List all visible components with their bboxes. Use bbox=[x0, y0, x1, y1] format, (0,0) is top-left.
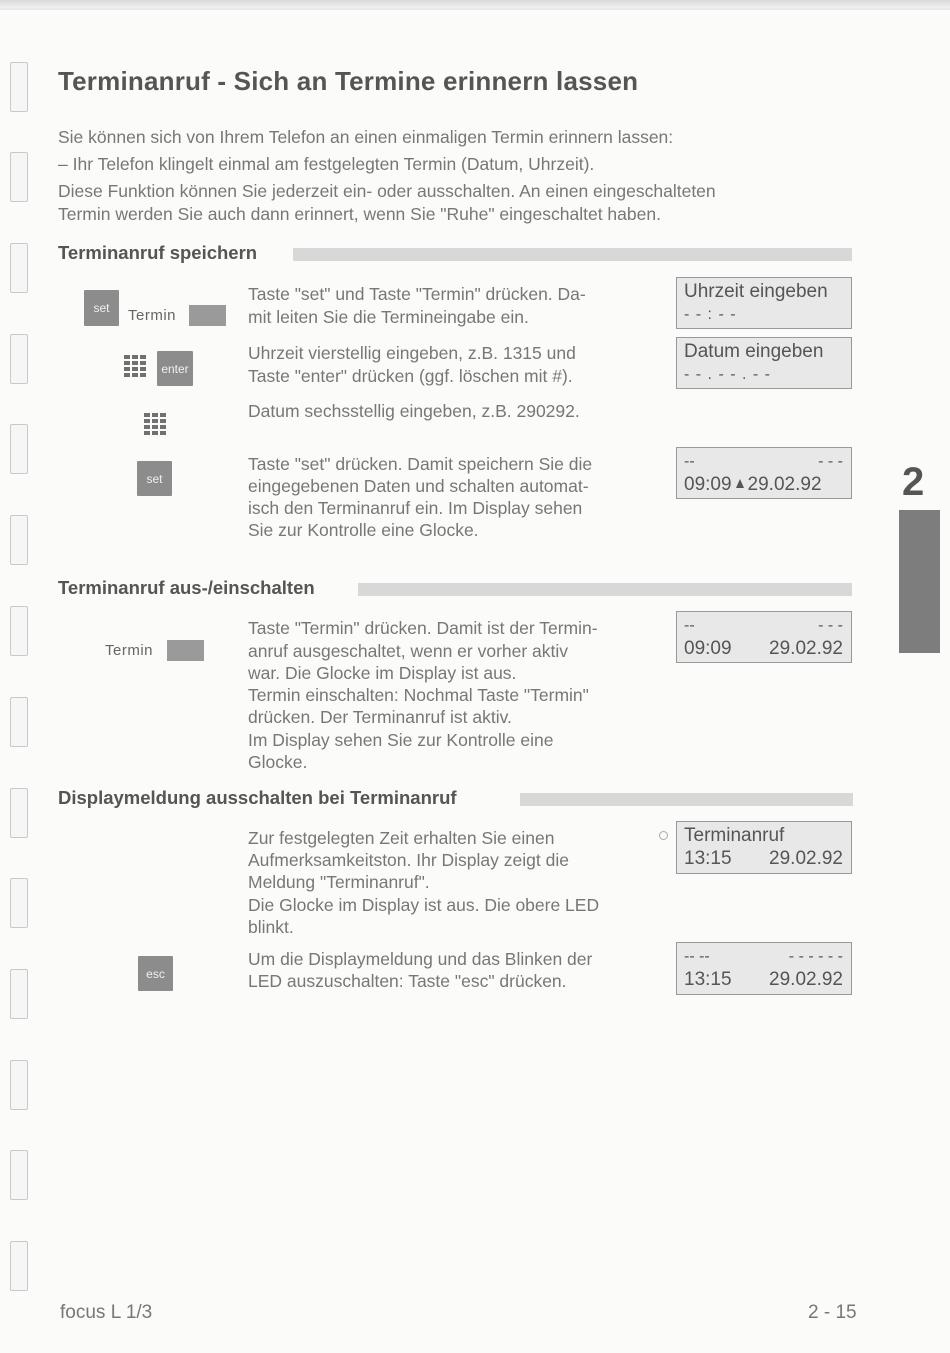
step-text: Um die Displaymeldung und das Blinken der bbox=[248, 949, 593, 969]
set-key: set bbox=[137, 461, 172, 496]
binder-hole bbox=[10, 1060, 28, 1110]
step-text: isch den Terminanruf ein. Im Display sehen bbox=[248, 498, 583, 518]
display-line: Datum eingeben bbox=[684, 341, 824, 362]
termin-key bbox=[167, 640, 204, 661]
binder-hole bbox=[10, 424, 28, 474]
section-title: Terminanruf aus-/einschalten bbox=[58, 577, 315, 598]
display-line: Terminanruf bbox=[684, 825, 785, 846]
display-box bbox=[676, 821, 852, 874]
step-text: eingegebenen Daten und schalten automat- bbox=[248, 476, 589, 496]
top-edge-line bbox=[0, 8, 950, 10]
bell-icon bbox=[736, 479, 744, 488]
termin-key-label: Termin bbox=[128, 307, 177, 324]
section-heading bbox=[58, 577, 853, 601]
display-box bbox=[676, 942, 852, 995]
step-text: LED auszuschalten: Taste "esc" drücken. bbox=[248, 971, 567, 991]
enter-key: enter bbox=[157, 351, 193, 386]
led-indicator-icon bbox=[659, 831, 668, 840]
binder-hole bbox=[10, 1150, 28, 1200]
step-text: Taste "set" und Taste "Termin" drücken. Da- bbox=[248, 284, 586, 304]
binder-hole bbox=[10, 788, 28, 838]
display-date: 29.02.92 bbox=[769, 638, 843, 659]
section-bar bbox=[358, 583, 852, 596]
step-text: Datum sechsstellig eingeben, z.B. 290292. bbox=[248, 401, 580, 421]
display-dashes: -- bbox=[684, 617, 695, 634]
section-heading bbox=[58, 787, 853, 811]
display-line: - - : - - bbox=[684, 306, 737, 323]
step-text: mit leiten Sie die Termineingabe ein. bbox=[248, 307, 529, 327]
display-date: 29.02.92 bbox=[747, 474, 822, 495]
binder-hole bbox=[10, 334, 28, 384]
display-line: - - . - - . - - bbox=[684, 366, 771, 383]
keypad-icon bbox=[124, 355, 146, 377]
display-box bbox=[676, 611, 852, 663]
display-dashes: -- -- bbox=[684, 948, 710, 965]
step-text: blinkt. bbox=[248, 917, 294, 937]
termin-key-label: Termin bbox=[105, 642, 154, 659]
step-text: Im Display sehen Sie zur Kontrolle eine bbox=[248, 730, 554, 750]
section-title: Displaymeldung ausschalten bei Terminanruf bbox=[58, 787, 457, 808]
display-box bbox=[676, 337, 852, 389]
step-text: Taste "enter" drücken (ggf. löschen mit #). bbox=[248, 366, 573, 386]
binder-hole bbox=[10, 969, 28, 1019]
step-text: war. Die Glocke im Display ist aus. bbox=[248, 663, 517, 683]
step-text: Taste "Termin" drücken. Damit ist der Termin- bbox=[248, 618, 598, 638]
display-time: 13:15 bbox=[684, 848, 732, 869]
binder-hole bbox=[10, 62, 28, 112]
binder-hole bbox=[10, 243, 28, 293]
display-dashes: - - - bbox=[818, 617, 843, 634]
step-text: Zur festgelegten Zeit erhalten Sie einen bbox=[248, 828, 555, 848]
esc-key: esc bbox=[138, 956, 173, 991]
display-date: 29.02.92 bbox=[769, 848, 843, 869]
display-line: Uhrzeit eingeben bbox=[684, 281, 828, 302]
section-heading bbox=[58, 242, 853, 266]
step-text: Die Glocke im Display ist aus. Die obere LED bbox=[248, 895, 600, 915]
keypad-icon bbox=[144, 413, 166, 435]
termin-key bbox=[189, 305, 226, 326]
display-box bbox=[676, 447, 852, 499]
step-text: Termin einschalten: Nochmal Taste "Termin" bbox=[248, 685, 589, 705]
top-edge bbox=[0, 0, 950, 8]
display-time: 13:15 bbox=[684, 969, 732, 990]
display-dashes: - - - - - - bbox=[788, 948, 843, 965]
step-text: drücken. Der Terminanruf ist aktiv. bbox=[248, 707, 512, 727]
binder-hole bbox=[10, 606, 28, 656]
binder-hole bbox=[10, 1241, 28, 1291]
step-text: Meldung "Terminanruf". bbox=[248, 872, 430, 892]
section-title: Terminanruf speichern bbox=[58, 242, 258, 263]
chapter-number: 2 bbox=[902, 460, 925, 504]
step-text: Taste "set" drücken. Damit speichern Sie die bbox=[248, 454, 593, 474]
binder-hole bbox=[10, 515, 28, 565]
page-title: Terminanruf - Sich an Termine erinnern lassen bbox=[58, 66, 639, 96]
binder-hole bbox=[10, 152, 28, 202]
step-text: Aufmerksamkeitston. Ihr Display zeigt die bbox=[248, 850, 569, 870]
section-bar bbox=[293, 248, 852, 261]
section-bar bbox=[520, 793, 853, 806]
intro-line: – Ihr Telefon klingelt einmal am festgelegten Termin (Datum, Uhrzeit). bbox=[58, 154, 595, 174]
display-time: 09:09 bbox=[684, 474, 732, 495]
footer-manual-name: focus L 1/3 bbox=[60, 1302, 153, 1323]
set-key: set bbox=[84, 290, 119, 326]
intro-line: Termin werden Sie auch dann erinnert, wenn Sie "Ruhe" eingeschaltet haben. bbox=[58, 204, 661, 224]
intro-line: Sie können sich von Ihrem Telefon an einen einmaligen Termin erinnern lassen: bbox=[58, 127, 674, 147]
step-text: anruf ausgeschaltet, wenn er vorher aktiv bbox=[248, 641, 569, 661]
step-text: Uhrzeit vierstellig eingeben, z.B. 1315 und bbox=[248, 343, 576, 363]
display-box bbox=[676, 277, 852, 329]
intro-line: Diese Funktion können Sie jederzeit ein- oder ausschalten. An einen eingeschalteten bbox=[58, 181, 716, 201]
step-text: Sie zur Kontrolle eine Glocke. bbox=[248, 520, 479, 540]
display-dashes: -- bbox=[684, 453, 695, 470]
footer-page-number: 2 - 15 bbox=[808, 1302, 857, 1323]
display-date: 29.02.92 bbox=[769, 969, 843, 990]
display-time: 09:09 bbox=[684, 638, 732, 659]
binder-hole bbox=[10, 878, 28, 928]
display-dashes: - - - bbox=[818, 453, 843, 470]
step-text: Glocke. bbox=[248, 752, 308, 772]
chapter-tab bbox=[899, 510, 940, 653]
binder-hole bbox=[10, 697, 28, 747]
